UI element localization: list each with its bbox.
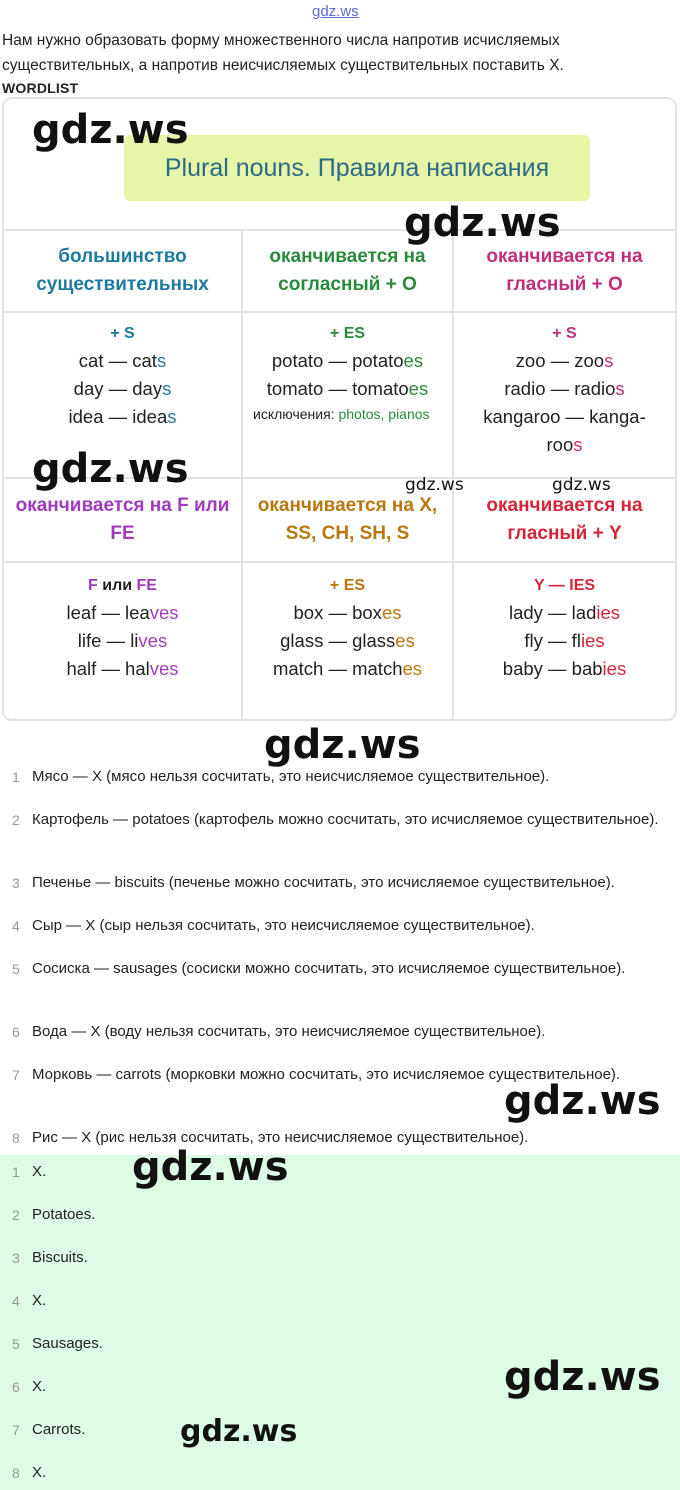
example: half — halves <box>66 658 179 679</box>
rule-cell-s <box>4 325 241 431</box>
rule-label: F или FE <box>88 577 157 594</box>
rule-label: + ES <box>329 577 366 594</box>
table-title: Plural nouns. Правила написания <box>124 135 590 201</box>
watermark: gdz.ws <box>504 1078 661 1124</box>
watermark: gdz.ws <box>405 475 464 495</box>
divider <box>4 561 675 563</box>
watermark: gdz.ws <box>32 107 189 153</box>
header-x-ss-ch-sh-s: оканчивается на X, SS, CH, SH, S <box>257 495 438 544</box>
rule-label: + S <box>552 325 577 342</box>
rule-label: + ES <box>329 325 366 342</box>
task-description: Нам нужно образовать форму множественного числа напротив исчисляемых существительных, а напротив неисчисляемых существительных поставить X. <box>2 32 564 74</box>
example: glass — glasses <box>280 630 415 651</box>
example: baby — babies <box>502 658 627 679</box>
example: day — days <box>73 378 172 399</box>
exceptions-note: исключения: photos, pianos <box>253 406 430 422</box>
rule-cell-ies <box>454 577 675 683</box>
plural-rules-table <box>2 97 677 721</box>
rule-cell-es <box>243 325 452 425</box>
example: box — boxes <box>293 602 402 623</box>
header-vowel-o: оканчивается на гласный + O <box>486 246 643 295</box>
watermark: gdz.ws <box>264 722 421 768</box>
watermark: gdz.ws <box>504 1354 661 1400</box>
example: zoo — zoos <box>515 350 614 371</box>
example: life — lives <box>77 630 168 651</box>
example: potato — potatoes <box>271 350 424 371</box>
site-link[interactable]: gdz.ws <box>312 3 359 20</box>
rule-cell-ves <box>4 577 241 683</box>
example: fly — flies <box>524 630 605 651</box>
watermark: gdz.ws <box>180 1414 298 1449</box>
example: leaf — leaves <box>66 602 179 623</box>
example: lady — ladies <box>508 602 621 623</box>
example: radio — radios <box>504 378 625 399</box>
watermark: gdz.ws <box>404 200 561 246</box>
watermark: gdz.ws <box>552 475 611 495</box>
short-answers-panel: 1 X. 2 Potatoes. 3 Biscuits. 4 X. 5 Sausages. 6 X. 7 Carrots. 8 X. <box>0 1155 680 1490</box>
example: idea — ideas <box>68 406 177 427</box>
example: kangaroo — kanga-roos <box>483 406 646 455</box>
example: match — matches <box>272 658 423 679</box>
watermark: gdz.ws <box>132 1144 289 1190</box>
divider <box>4 311 675 313</box>
rule-label: Y — IES <box>533 577 596 594</box>
rule-cell-vowel-s <box>454 325 675 459</box>
rule-cell-es-2 <box>243 577 452 683</box>
header-consonant-o: оканчивается на согласный + O <box>269 246 426 295</box>
header-f-fe: оканчивается на F или FE <box>15 495 230 544</box>
header-most-nouns: большинство существительных <box>36 246 209 295</box>
watermark: gdz.ws <box>32 446 189 492</box>
example: cat — cats <box>78 350 167 371</box>
example: tomato — tomatoes <box>266 378 429 399</box>
rule-label: + S <box>110 325 135 342</box>
wordlist-label: WORDLIST <box>2 80 79 96</box>
header-vowel-y: оканчивается на гласный + Y <box>486 495 643 544</box>
